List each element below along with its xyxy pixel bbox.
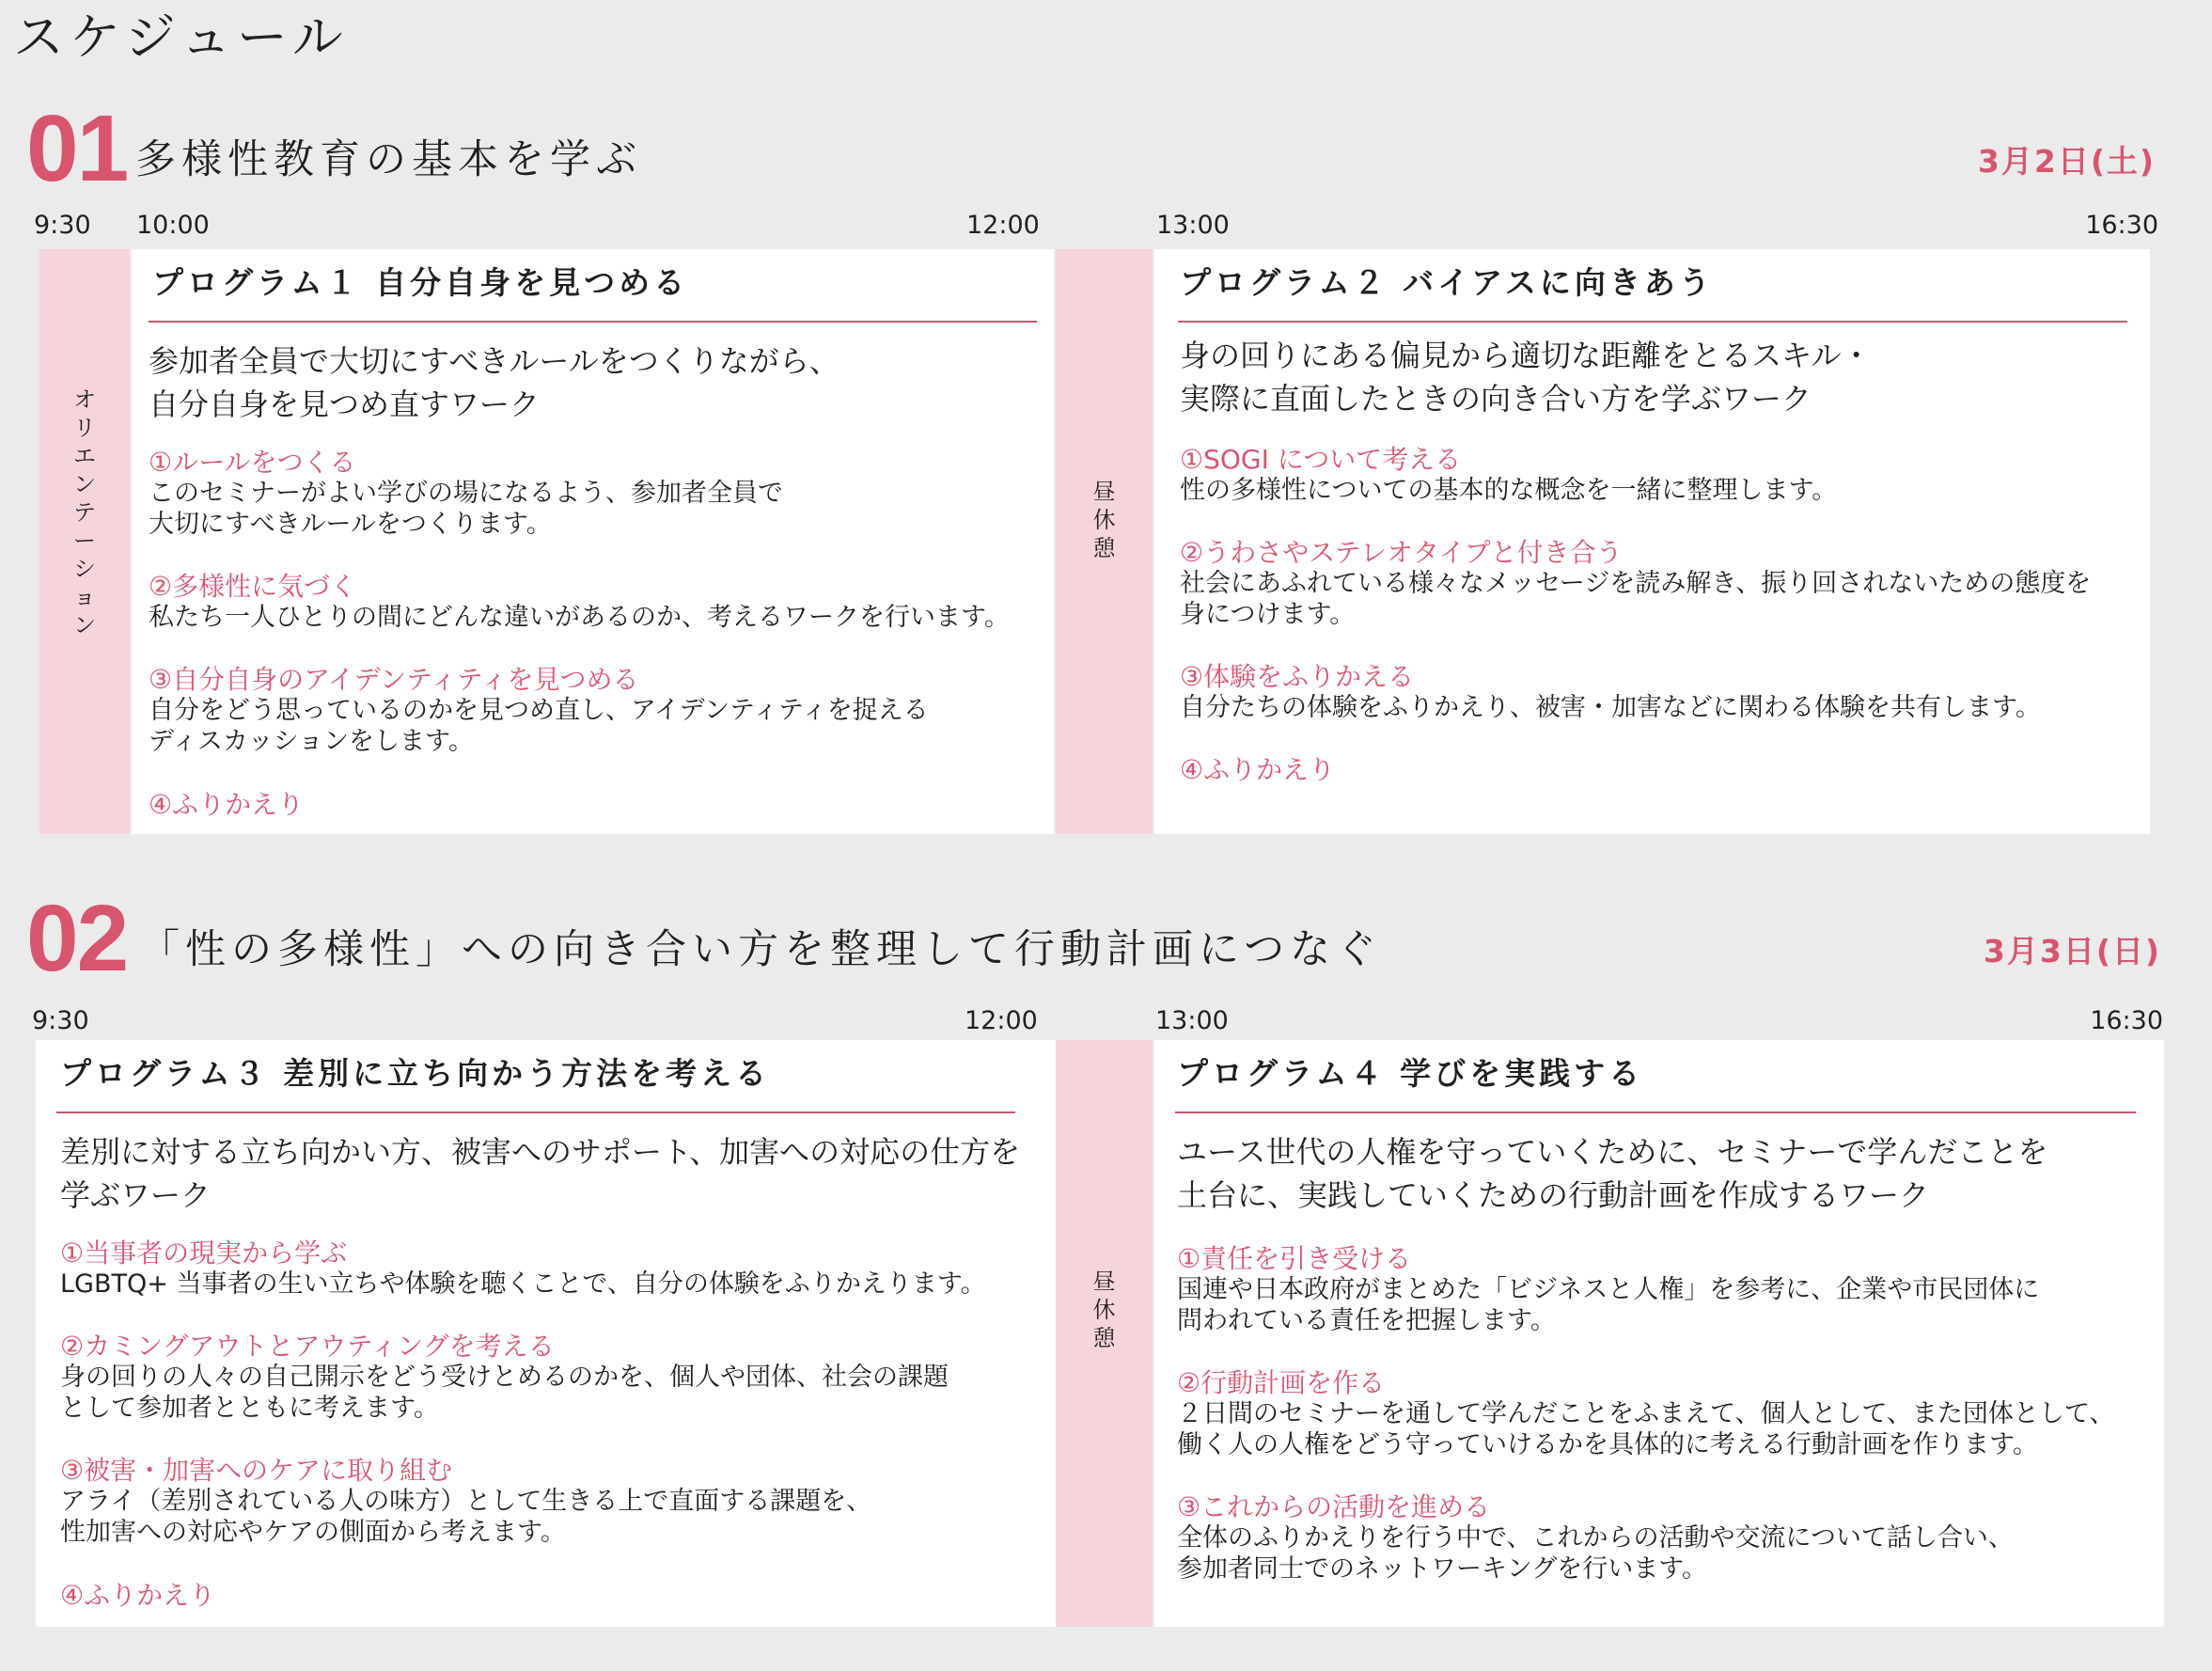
item-description: LGBTQ+ 当事者の生い立ちや体験を聴くことで、自分の体験をふりかえります。 (60, 1269, 986, 1299)
item-heading: ②うわさやステレオタイプと付き合う (1180, 537, 1623, 568)
intro-line: ユース世代の人権を守っていくために、セミナーで学んだことを (1177, 1134, 2048, 1170)
item-description: 自分たちの体験をふりかえり、被害・加害などに関わる体験を共有します。 (1180, 693, 2041, 722)
item-heading: ①ルールをつくる (149, 447, 356, 478)
time-label: 12:00 (965, 1006, 1038, 1035)
program-intro (1177, 1130, 2047, 1217)
item-description: 全体のふりかえりを行う中で、これからの活動や交流について話し合い、 (1177, 1523, 2014, 1553)
program-item (60, 1580, 215, 1611)
program-item (1177, 1243, 2039, 1336)
item-heading: ①責任を引き受ける (1177, 1243, 1412, 1274)
section-number: 01 (26, 96, 128, 201)
orientation-band (39, 249, 130, 834)
section-date: 3月3日(日) (1983, 933, 2161, 969)
page-title: スケジュール (13, 8, 349, 67)
item-description: ディスカッションをします。 (149, 727, 474, 756)
program-title: プログラム２ バイアスに向きあう (1180, 264, 1714, 301)
program-intro (60, 1130, 1020, 1217)
program-intro (149, 339, 839, 426)
program-item (1180, 754, 1335, 785)
program-intro (1180, 334, 1872, 420)
intro-line: 自分自身を見つめ直すワーク (149, 386, 541, 422)
lunch-break-label: 昼 休 憩 (1092, 1269, 1116, 1351)
lunch-break-band (1056, 249, 1153, 834)
program-item (60, 1237, 986, 1300)
item-description: 性の多様性についての基本的な概念を一緒に整理します。 (1180, 476, 1838, 505)
item-heading: ②行動計画を作る (1177, 1367, 1386, 1398)
orientation-label: オ リ エ ン テ ー シ ョ ン (73, 386, 96, 638)
title-rule (1175, 1111, 2136, 1113)
item-heading: ③被害・加害へのケアに取り組む (60, 1455, 453, 1486)
program-item (149, 571, 1010, 633)
program-item (1180, 537, 2091, 630)
item-heading: ③これからの活動を進める (1177, 1491, 1491, 1522)
item-description: このセミナーがよい学びの場になるよう、参加者全員で (149, 479, 783, 508)
program-item (1180, 444, 1837, 506)
program-title: プログラム４ 学びを実践する (1177, 1055, 1644, 1092)
time-label: 16:30 (2085, 211, 2158, 240)
intro-line: 実際に直面したときの向き合い方を学ぶワーク (1180, 381, 1812, 417)
item-description: 問われている責任を把握します。 (1177, 1306, 1556, 1335)
program-item (60, 1331, 949, 1424)
lunch-break-label: 昼 休 憩 (1092, 479, 1116, 561)
program-item (149, 664, 929, 757)
program-item (60, 1455, 871, 1548)
section-date: 3月2日(土) (1977, 143, 2156, 180)
program-title: プログラム１ 自分自身を見つめる (152, 264, 689, 301)
time-label: 13:00 (1156, 211, 1230, 240)
section-title: 多様性教育の基本を学ぶ (135, 136, 642, 183)
item-heading: ④ふりかえり (149, 789, 305, 820)
time-label: 10:00 (136, 211, 210, 240)
program-item (1180, 661, 2041, 723)
title-rule (1178, 321, 2127, 323)
item-description: 性加害への対応やケアの側面から考えます。 (60, 1518, 566, 1547)
item-description: 身の回りの人々の自己開示をどう受けとめるのかを、個人や団体、社会の課題 (60, 1363, 949, 1392)
item-description: 国連や日本政府がまとめた「ビジネスと人権」を参考に、企業や市民団体に (1177, 1275, 2040, 1304)
item-heading: ③体験をふりかえる (1180, 661, 1415, 692)
program-item (149, 447, 783, 540)
item-heading: ④ふりかえり (1180, 754, 1336, 785)
item-description: 働く人の人権をどう守っていけるかを具体的に考える行動計画を作ります。 (1177, 1430, 2038, 1459)
time-label: 12:00 (966, 211, 1040, 240)
intro-line: 土台に、実践していくための行動計画を作成するワーク (1177, 1177, 1930, 1213)
item-description: 参加者同士でのネットワーキングを行います。 (1177, 1554, 1708, 1584)
time-label: 9:30 (32, 1006, 89, 1035)
item-description: ２日間のセミナーを通して学んだことをふまえて、個人として、また団体として、 (1177, 1399, 2115, 1428)
intro-line: 身の回りにある偏見から適切な距離をとるスキル・ (1180, 338, 1872, 373)
item-description: アライ（差別されている人の味方）として生きる上で直面する課題を、 (60, 1487, 872, 1516)
item-heading: ③自分自身のアイデンティティを見つめる (149, 664, 639, 695)
item-heading: ①SOGI について考える (1180, 444, 1462, 475)
program-card (132, 249, 1054, 834)
intro-line: 学ぶワーク (60, 1177, 212, 1213)
time-label: 9:30 (34, 211, 91, 240)
title-rule (56, 1111, 1015, 1113)
program-item (1177, 1491, 2014, 1584)
item-description: 自分をどう思っているのかを見つめ直し、アイデンティティを捉える (149, 696, 929, 725)
time-label: 16:30 (2090, 1006, 2163, 1035)
item-description: 私たち一人ひとりの間にどんな違いがあるのか、考えるワークを行います。 (149, 603, 1010, 632)
intro-line: 差別に対する立ち向かい方、被害へのサポート、加害への対応の仕方を (60, 1134, 1021, 1170)
item-heading: ②多様性に気づく (149, 571, 357, 602)
item-description: 身につけます。 (1180, 600, 1356, 629)
program-title: プログラム３ 差別に立ち向かう方法を考える (60, 1055, 771, 1092)
item-heading: ①当事者の現実から学ぶ (60, 1237, 348, 1269)
program-item (1177, 1367, 2114, 1460)
program-card (36, 1040, 1056, 1627)
section-number: 02 (26, 886, 128, 991)
section-title: 「性の多様性」への向き合い方を整理して行動計画につなぐ (139, 926, 1383, 973)
program-card (1154, 1040, 2164, 1627)
time-label: 13:00 (1155, 1006, 1229, 1035)
title-rule (149, 321, 1037, 323)
lunch-break-band (1056, 1040, 1153, 1627)
program-item (149, 789, 304, 820)
item-heading: ②カミングアウトとアウティングを考える (60, 1331, 555, 1362)
program-card (1154, 249, 2150, 834)
item-description: 社会にあふれている様々なメッセージを読み解き、振り回されないための態度を (1180, 569, 2092, 598)
item-description: として参加者とともに考えます。 (60, 1394, 439, 1423)
item-description: 大切にすべきルールをつくります。 (149, 510, 552, 539)
item-heading: ④ふりかえり (60, 1580, 216, 1611)
intro-line: 参加者全員で大切にすべきルールをつくりながら、 (149, 343, 839, 379)
